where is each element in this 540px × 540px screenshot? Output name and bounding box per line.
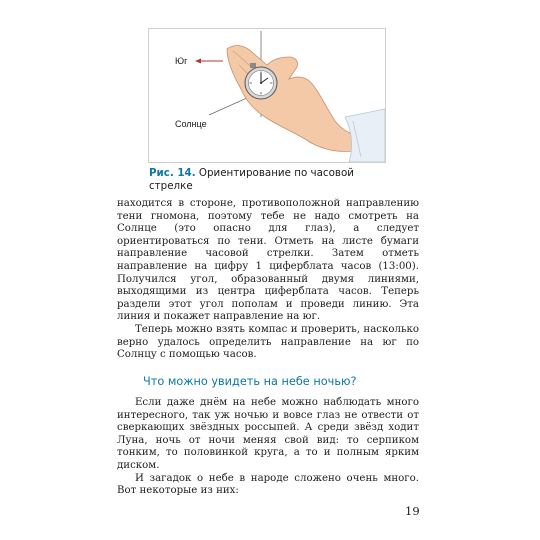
section-heading: Что можно увидеть на небе ночью? bbox=[143, 375, 357, 388]
page-number: 19 bbox=[405, 504, 420, 518]
caption-number: Рис. 14. bbox=[149, 167, 196, 179]
caption-text: Ориентирование по часовой стрелке bbox=[149, 167, 354, 192]
sleeve-shape bbox=[345, 109, 385, 162]
hand-shape bbox=[227, 46, 355, 152]
figure-illustration bbox=[148, 28, 386, 163]
figure-caption bbox=[149, 167, 385, 193]
section-paragraph-2: И загадок о небе в народе сложено очень много. Вот некоторые из них: bbox=[117, 472, 419, 497]
south-label: Юг bbox=[175, 56, 188, 66]
body-text bbox=[117, 198, 419, 362]
hand-watch-drawing bbox=[149, 29, 385, 162]
sun-label: Солнце bbox=[175, 119, 207, 129]
section-paragraph-1: Если даже днём на небе можно наблюдать много интересного, так уж ночью и вовсе глаз не отвести от сверкающих звёздных россыпей. А среди звёзд ходит Луна, ночь от ночи меняя свой вид: то серпиком тонким, то половинкой круга, а то и полным ярким диском. bbox=[117, 397, 419, 471]
body-paragraph-1: находится в стороне, противоположной направлению тени гномона, поэтому тебе не надо смотреть на Солнце (это опасно для глаз), а следует ориентироваться по тени. Отметь на листе бумаги направление часовой стрелки. Затем отметь направление на цифру 1 циферблата часов (13:00). Получился угол, образованный двумя линиями, выходящими из центра циферблата часов. Теперь раздели этот угол пополам и проведи линию. Эта линия и покажет направление на юг. bbox=[117, 198, 419, 323]
body-paragraph-2: Теперь можно взять компас и проверить, насколько верно удалось определить направление на юг по Солнцу с помощью часов. bbox=[117, 323, 419, 361]
sun-pointer-line bbox=[209, 97, 249, 115]
section-text bbox=[117, 397, 419, 498]
